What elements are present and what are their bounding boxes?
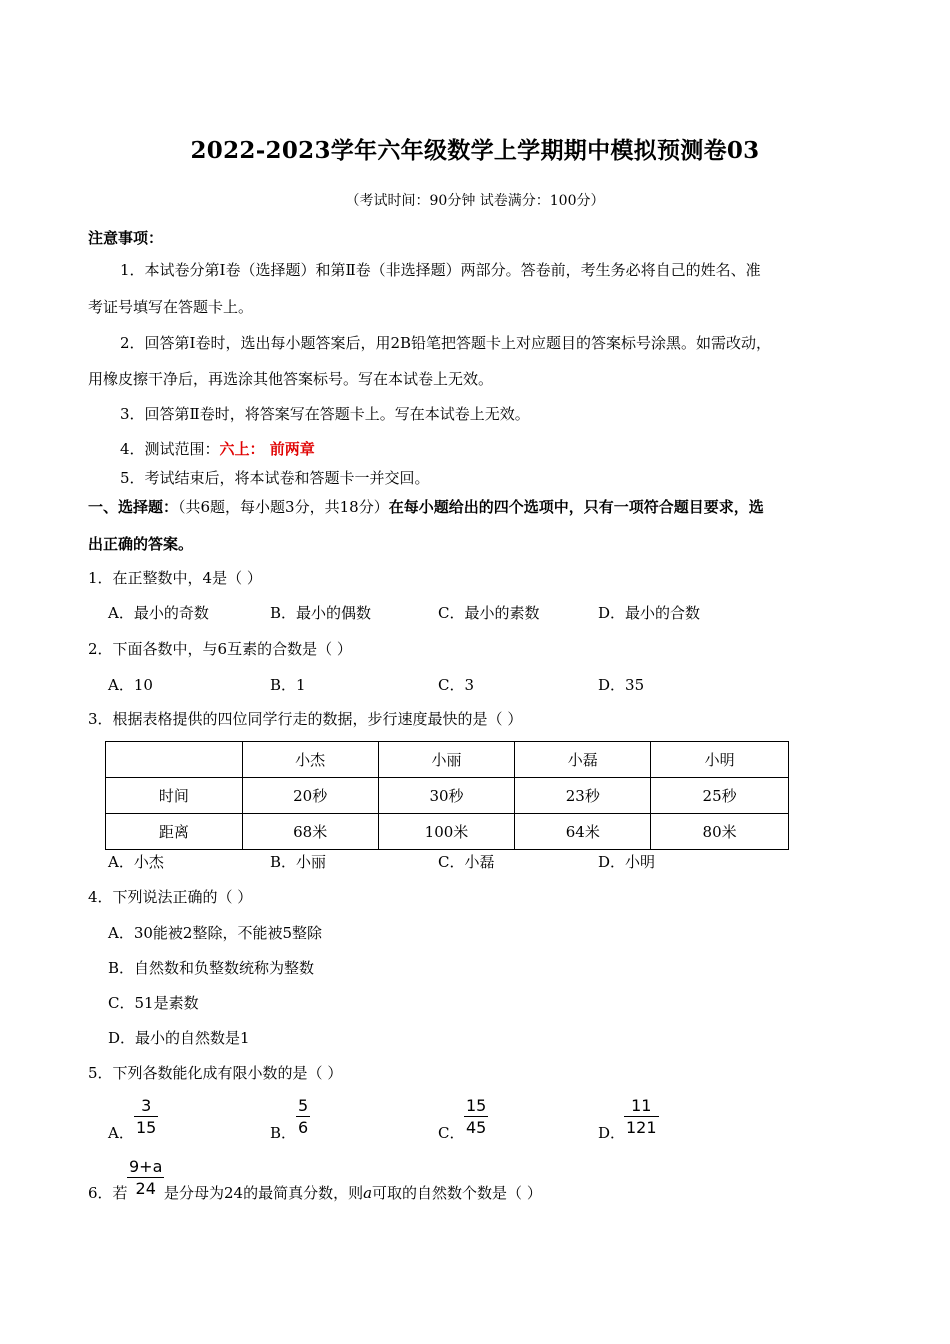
table-header-cell: 小杰 xyxy=(242,742,378,778)
question-2-stem: 2．下面各数中，与6互素的合数是（ ） xyxy=(88,640,352,658)
exam-info: （考试时间：90分钟 试卷满分：100分） xyxy=(345,193,605,209)
fraction-numerator: 15 xyxy=(466,1096,487,1115)
fraction-numerator: 9+a xyxy=(129,1157,163,1176)
question-2-option-b: B．1 xyxy=(270,676,306,694)
table-cell: 80米 xyxy=(651,814,789,850)
question-5-option-d-label: D． xyxy=(598,1124,626,1142)
question-2-option-a: A．10 xyxy=(108,676,153,694)
variable-a: a xyxy=(363,1184,373,1202)
question-2-option-c: C．3 xyxy=(438,676,475,694)
fraction-bar xyxy=(296,1116,310,1117)
question-1-option-c: C．最小的素数 xyxy=(438,604,540,622)
section-1-heading xyxy=(88,496,764,518)
walking-data-table xyxy=(105,741,789,850)
section-1-label: 一、选择题： xyxy=(88,498,179,516)
question-1-option-a: A．最小的奇数 xyxy=(108,604,209,622)
table-row xyxy=(106,778,789,814)
table-cell: 64米 xyxy=(515,814,651,850)
question-5-stem: 5．下列各数能化成有限小数的是（ ） xyxy=(88,1064,343,1082)
table-row-label: 时间 xyxy=(106,778,243,814)
question-2-option-d: D．35 xyxy=(598,676,645,694)
fraction-numerator: 5 xyxy=(298,1096,309,1115)
fraction-denominator: 6 xyxy=(298,1118,309,1137)
table-cell: 30秒 xyxy=(378,778,515,814)
table-header-cell: 小明 xyxy=(651,742,789,778)
question-6-fraction xyxy=(127,1157,164,1198)
question-4-option-d: D．最小的自然数是1 xyxy=(108,1029,250,1047)
notice-item-1-line-2: 考证号填写在答题卡上。 xyxy=(88,298,254,316)
notice-item-2-line-2: 用橡皮擦干净后，再选涂其他答案标号。写在本试卷上无效。 xyxy=(88,370,494,388)
question-4-option-c: C．51是素数 xyxy=(108,994,199,1012)
question-3-option-c: C．小磊 xyxy=(438,853,495,871)
notice-heading: 注意事项： xyxy=(88,229,164,247)
question-1-option-b: B．最小的偶数 xyxy=(270,604,372,622)
question-5-option-a-label: A． xyxy=(108,1124,134,1142)
table-cell: 100米 xyxy=(378,814,515,850)
section-1-instruction-line-2: 出正确的答案。 xyxy=(88,535,194,553)
question-3-option-d: D．小明 xyxy=(598,853,656,871)
question-3-stem: 3．根据表格提供的四位同学行走的数据，步行速度最快的是（ ） xyxy=(88,710,523,728)
table-cell: 68米 xyxy=(242,814,378,850)
question-5-option-b-label: B． xyxy=(270,1124,297,1142)
fraction-bar xyxy=(464,1116,488,1117)
table-row-label: 距离 xyxy=(106,814,243,850)
question-3-option-a: A．小杰 xyxy=(108,853,164,871)
table-header-cell xyxy=(106,742,243,778)
table-header-cell: 小丽 xyxy=(378,742,515,778)
question-5-option-a-fraction xyxy=(134,1096,158,1137)
question-5-option-c-label: C． xyxy=(438,1124,465,1142)
fraction-bar xyxy=(134,1116,158,1117)
section-1-meta: （共6题，每小题3分，共18分） xyxy=(178,498,389,516)
fraction-bar xyxy=(624,1116,659,1117)
table-cell: 23秒 xyxy=(515,778,651,814)
question-1-stem: 1．在正整数中，4是（ ） xyxy=(88,569,262,587)
page-title: 2022-2023学年六年级数学上学期期中模拟预测卷03 xyxy=(190,137,760,164)
notice-item-5: 5．考试结束后，将本试卷和答题卡一并交回。 xyxy=(120,469,430,487)
fraction-bar xyxy=(127,1177,164,1178)
test-scope: 六上： 前两章 xyxy=(219,440,315,458)
fraction-denominator: 15 xyxy=(136,1118,157,1137)
notice-item-1-line-1: 1．本试卷分第Ⅰ卷（选择题）和第Ⅱ卷（非选择题）两部分。答卷前，考生务必将自己的姓名、准 xyxy=(120,261,761,279)
question-6-suffix: 可取的自然数个数是（ ） xyxy=(372,1184,542,1202)
notice-item-2-line-1: 2．回答第Ⅰ卷时，选出每小题答案后，用2B铅笔把答题卡上对应题目的答案标号涂黑。如需改动， xyxy=(120,334,772,352)
question-5-option-c-fraction xyxy=(464,1096,488,1137)
fraction-numerator: 3 xyxy=(141,1096,152,1115)
question-6-stem xyxy=(164,1182,542,1204)
question-3-option-b: B．小丽 xyxy=(270,853,327,871)
fraction-denominator: 121 xyxy=(626,1118,657,1137)
fraction-denominator: 24 xyxy=(135,1179,156,1198)
table-cell: 25秒 xyxy=(651,778,789,814)
question-5-option-d-fraction xyxy=(624,1096,659,1137)
question-4-stem: 4．下列说法正确的（ ） xyxy=(88,888,253,906)
question-6-prefix: 6．若 xyxy=(88,1184,128,1202)
question-4-option-b: B．自然数和负整数统称为整数 xyxy=(108,959,315,977)
fraction-numerator: 11 xyxy=(631,1096,652,1115)
table-cell: 20秒 xyxy=(242,778,378,814)
question-5-option-b-fraction xyxy=(296,1096,310,1137)
fraction-denominator: 45 xyxy=(466,1118,487,1137)
table-row xyxy=(106,814,789,850)
table-header-cell: 小磊 xyxy=(515,742,651,778)
table-header-row xyxy=(106,742,789,778)
notice-item-4-prefix: 4．测试范围： xyxy=(120,440,220,458)
notice-item-4 xyxy=(120,438,315,460)
section-1-instruction: 在每小题给出的四个选项中，只有一项符合题目要求，选 xyxy=(388,498,764,516)
question-6-middle: 是分母为24的最简真分数，则 xyxy=(164,1184,364,1202)
question-4-option-a: A．30能被2整除，不能被5整除 xyxy=(108,924,323,942)
question-1-option-d: D．最小的合数 xyxy=(598,604,701,622)
notice-item-3: 3．回答第Ⅱ卷时，将答案写在答题卡上。写在本试卷上无效。 xyxy=(120,405,530,423)
